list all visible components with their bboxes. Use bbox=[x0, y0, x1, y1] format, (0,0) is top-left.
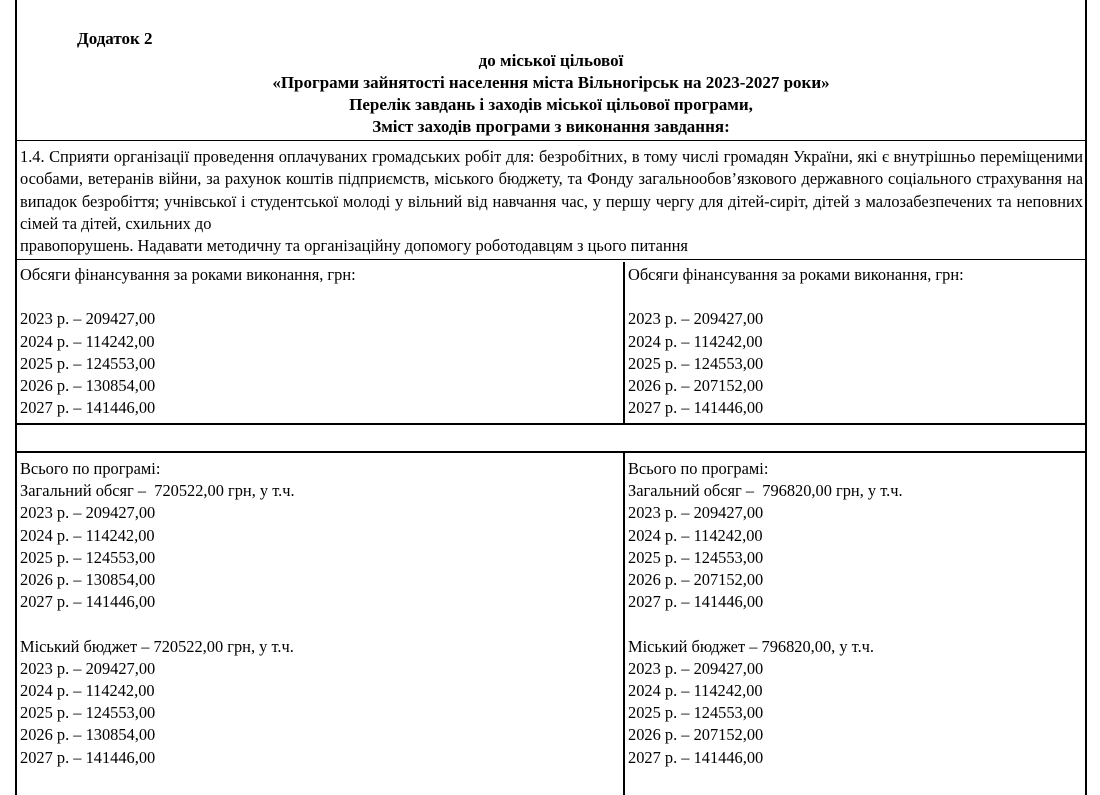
financing-left-year: 2023 р. – 209427,00 bbox=[20, 309, 156, 329]
empty-row bbox=[17, 425, 1085, 453]
totals-left-budget-year: 2026 р. – 130854,00 bbox=[20, 725, 156, 745]
totals-right-budget-year: 2025 р. – 124553,00 bbox=[628, 703, 764, 723]
financing-left-cell bbox=[17, 262, 625, 423]
appendix-label: Додаток 2 bbox=[77, 29, 153, 48]
document-page bbox=[15, 0, 1087, 795]
totals-left-general-year: 2025 р. – 124553,00 bbox=[20, 547, 156, 567]
totals-left-general: Загальний обсяг – 720522,00 грн, у т.ч. bbox=[20, 481, 295, 501]
totals-left-budget-year: 2024 р. – 114242,00 bbox=[20, 681, 155, 701]
header-line-1: до міської цільової bbox=[478, 51, 624, 70]
financing-left-year: 2027 р. – 141446,00 bbox=[20, 398, 156, 418]
header-block bbox=[17, 0, 1085, 141]
totals-left-budget-year: 2027 р. – 141446,00 bbox=[20, 747, 156, 767]
financing-right-year: 2026 р. – 207152,00 bbox=[628, 376, 764, 395]
totals-right-budget: Міський бюджет – 796820,00, у т.ч. bbox=[628, 636, 875, 656]
totals-right-title: Всього по програмі: bbox=[628, 459, 769, 478]
task-description bbox=[17, 142, 1085, 260]
totals-right-budget-year: 2024 р. – 114242,00 bbox=[628, 681, 763, 701]
totals-right-cell bbox=[625, 453, 1085, 795]
totals-left-budget: Міський бюджет – 720522,00 грн, у т.ч. bbox=[20, 636, 294, 656]
totals-left-general-year: 2026 р. – 130854,00 bbox=[20, 570, 156, 590]
totals-left-budget-year: 2025 р. – 124553,00 bbox=[20, 703, 156, 723]
financing-left-year: 2024 р. – 114242,00 bbox=[20, 331, 155, 351]
task-last-line: правопорушень. Надавати методичну та організаційну допомогу роботодавцям з цього питання bbox=[20, 236, 688, 256]
financing-left-year: 2025 р. – 124553,00 bbox=[20, 353, 156, 373]
financing-right-year: 2024 р. – 114242,00 bbox=[628, 331, 763, 351]
financing-right-year: 2025 р. – 124553,00 bbox=[628, 353, 764, 373]
financing-row bbox=[17, 262, 1085, 425]
totals-right-budget-year: 2027 р. – 141446,00 bbox=[628, 747, 764, 767]
program-title: «Програми зайнятості населення міста Вільногірськ на 2023-2027 роки» bbox=[272, 73, 830, 92]
financing-right-title: Обсяги фінансування за роками виконання, грн: bbox=[628, 265, 964, 284]
totals-right-general-year: 2026 р. – 207152,00 bbox=[628, 570, 764, 590]
totals-right-budget-year: 2023 р. – 209427,00 bbox=[628, 658, 764, 678]
totals-right-general-year: 2027 р. – 141446,00 bbox=[628, 592, 764, 612]
totals-left-title: Всього по програмі: bbox=[20, 459, 161, 478]
header-line-4: Зміст заходів програми з виконання завдання: bbox=[372, 117, 730, 136]
totals-right-general-year: 2024 р. – 114242,00 bbox=[628, 525, 763, 545]
totals-left-budget-year: 2023 р. – 209427,00 bbox=[20, 658, 156, 678]
task-body: 1.4. Сприяти організації проведення оплачуваних громадських робіт для: безробітних, в тому числі громадян України, які є внутрішньо переміщеними особами, ветеранів війни, за рахунок коштів підприємств, міського бюджету, та Фонду загальнообов’язкового державного соціального страхування на випадок безробіття; учнівської і студентської молоді у вільний від навчання час, у першу чергу для дітей-сиріт, дітей з малозабезпечених та неповних сімей та дітей, схильних до bbox=[20, 147, 1083, 233]
financing-left-year: 2026 р. – 130854,00 bbox=[20, 376, 156, 395]
totals-right-general-year: 2025 р. – 124553,00 bbox=[628, 547, 764, 567]
totals-left-general-year: 2024 р. – 114242,00 bbox=[20, 525, 155, 545]
financing-right-year: 2023 р. – 209427,00 bbox=[628, 309, 764, 329]
financing-right-year: 2027 р. – 141446,00 bbox=[628, 398, 764, 418]
totals-right-general-year: 2023 р. – 209427,00 bbox=[628, 503, 764, 523]
totals-right-budget-year: 2026 р. – 207152,00 bbox=[628, 725, 764, 745]
totals-left-general-year: 2027 р. – 141446,00 bbox=[20, 592, 156, 612]
totals-left-general-year: 2023 р. – 209427,00 bbox=[20, 503, 156, 523]
financing-left-title: Обсяги фінансування за роками виконання, грн: bbox=[20, 265, 356, 284]
totals-left-cell bbox=[17, 453, 625, 795]
header-line-3: Перелік завдань і заходів міської цільової програми, bbox=[349, 95, 753, 114]
totals-right-general: Загальний обсяг – 796820,00 грн, у т.ч. bbox=[628, 481, 903, 501]
financing-right-cell bbox=[625, 262, 1085, 423]
totals-row bbox=[17, 453, 1085, 795]
